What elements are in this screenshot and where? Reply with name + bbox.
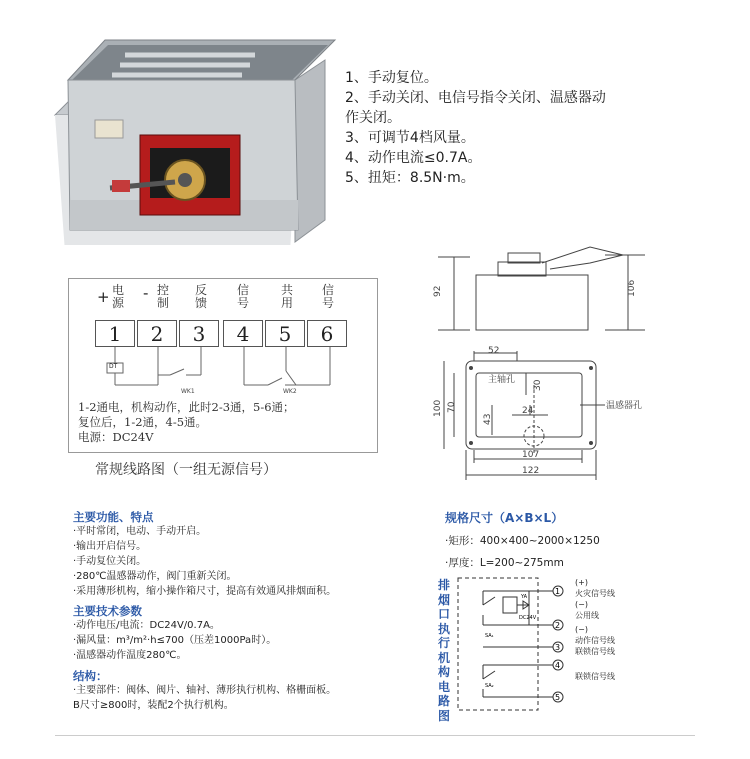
dc24v-label: DC24V	[519, 615, 537, 621]
spec-item: 5、扭矩：8.5N·m。	[345, 170, 475, 186]
list-item: ·温感器动作温度280℃。	[73, 650, 187, 661]
spec-item: 2、手动关闭、电信号指令关闭、温感器动	[345, 90, 606, 106]
sa1-label: SA₁	[485, 633, 494, 639]
wiring-switch-lines	[68, 345, 368, 405]
list-item: ·漏风量：m³/m²·h≤700（压差1000Pa时）。	[73, 635, 277, 646]
terminal-c1: 1	[555, 587, 561, 596]
list-item: ·矩形：400×400~2000×1250	[445, 535, 600, 547]
spec-list	[345, 68, 745, 188]
circuit-labels: (+) 火灾信号线 (−) 公用线 (−) 动作信号线 联锁信号线 联锁信号线	[575, 578, 615, 681]
size-heading: 规格尺寸（A×B×L）	[445, 511, 564, 525]
list-item: ·厚度：L=200~275mm	[445, 557, 564, 569]
list-item: ·280℃温感器动作，阀门重新关闭。	[73, 571, 237, 582]
dim-24: 24	[522, 406, 534, 416]
size-list	[445, 530, 600, 574]
features-heading: 主要功能、特点	[73, 510, 154, 524]
dim-122: 122	[522, 466, 540, 476]
dim-52: 52	[488, 346, 500, 356]
list-item: ·手动复位关闭。	[73, 556, 147, 567]
wiring-label-2: 控 制	[156, 283, 169, 310]
features-list	[73, 524, 433, 599]
structure-heading: 结构：	[73, 669, 108, 683]
wiring-caption: 常规线路图（一组无源信号）	[95, 462, 277, 478]
dim-92: 92	[433, 285, 443, 297]
thermo-hole-label: 温感器孔	[606, 401, 643, 411]
terminal-6: 6	[307, 320, 347, 347]
structure-list	[73, 683, 433, 713]
spec-item: 1、手动复位。	[345, 70, 438, 86]
sa2-label: SA₂	[485, 683, 494, 689]
terminal-3: 3	[179, 320, 219, 347]
wk2-label: WK2	[283, 388, 297, 395]
terminal-c5: 5	[555, 693, 561, 702]
list-item: ·主要部件：阀体、阀片、轴衬、薄形执行机构、格栅面板。	[73, 685, 337, 696]
terminal-c2: 2	[555, 621, 561, 630]
tech-list	[73, 618, 433, 663]
dim-70: 70	[447, 401, 457, 413]
list-item: B尺寸≥800时，装配2个执行机构。	[73, 700, 234, 711]
tech-heading: 主要技术参数	[73, 604, 142, 618]
terminal-c3: 3	[555, 643, 561, 652]
spec-item: 4、动作电流≤0.7A。	[345, 150, 482, 166]
terminal-4: 4	[223, 320, 263, 347]
wiring-note: 1-2通电，机构动作，此时2-3通，5-6通； 复位后，1-2通，4-5通。 电源：DC24V	[78, 400, 295, 444]
dim-100: 100	[433, 399, 443, 417]
bottom-divider	[55, 735, 695, 736]
list-item: ·动作电压/电流：DC24V/0.7A。	[73, 620, 220, 631]
spec-item: 3、可调节4档风量。	[345, 130, 475, 146]
product-photo	[50, 20, 340, 245]
terminal-2: 2	[137, 320, 177, 347]
dim-43: 43	[483, 413, 493, 425]
wiring-minus: -	[143, 284, 149, 302]
dim-30: 30	[533, 379, 543, 391]
wiring-label-4: 信 号	[236, 283, 249, 310]
dt-label: DT	[109, 363, 118, 370]
terminal-5: 5	[265, 320, 305, 347]
terminal-1: 1	[95, 320, 135, 347]
dim-107: 107	[522, 450, 540, 460]
wiring-label-3: 反 馈	[194, 283, 207, 310]
circuit-vertical-title: 排 烟 口 执 行 机 构 电 路 图	[437, 578, 450, 723]
list-item: ·采用薄形机构，缩小操作箱尺寸，提高有效通风排烟面积。	[73, 586, 337, 597]
terminal-c4: 4	[555, 661, 561, 670]
list-item: ·平时常闭，电动、手动开启。	[73, 526, 207, 537]
main-shaft-label: 主轴孔	[488, 375, 516, 385]
ya-label: YA	[521, 594, 528, 600]
spec-item: 作关闭。	[345, 110, 401, 126]
wiring-plus: +	[97, 288, 110, 306]
wiring-label-6: 信 号	[321, 283, 334, 310]
wiring-label-1: 电 源	[111, 283, 124, 310]
actuator-drawing	[430, 245, 645, 490]
circuit-diagram	[455, 575, 575, 715]
dim-106: 106	[627, 279, 637, 297]
wk1-label: WK1	[181, 388, 195, 395]
wiring-label-5: 共 用	[280, 283, 293, 310]
list-item: ·输出开启信号。	[73, 541, 147, 552]
